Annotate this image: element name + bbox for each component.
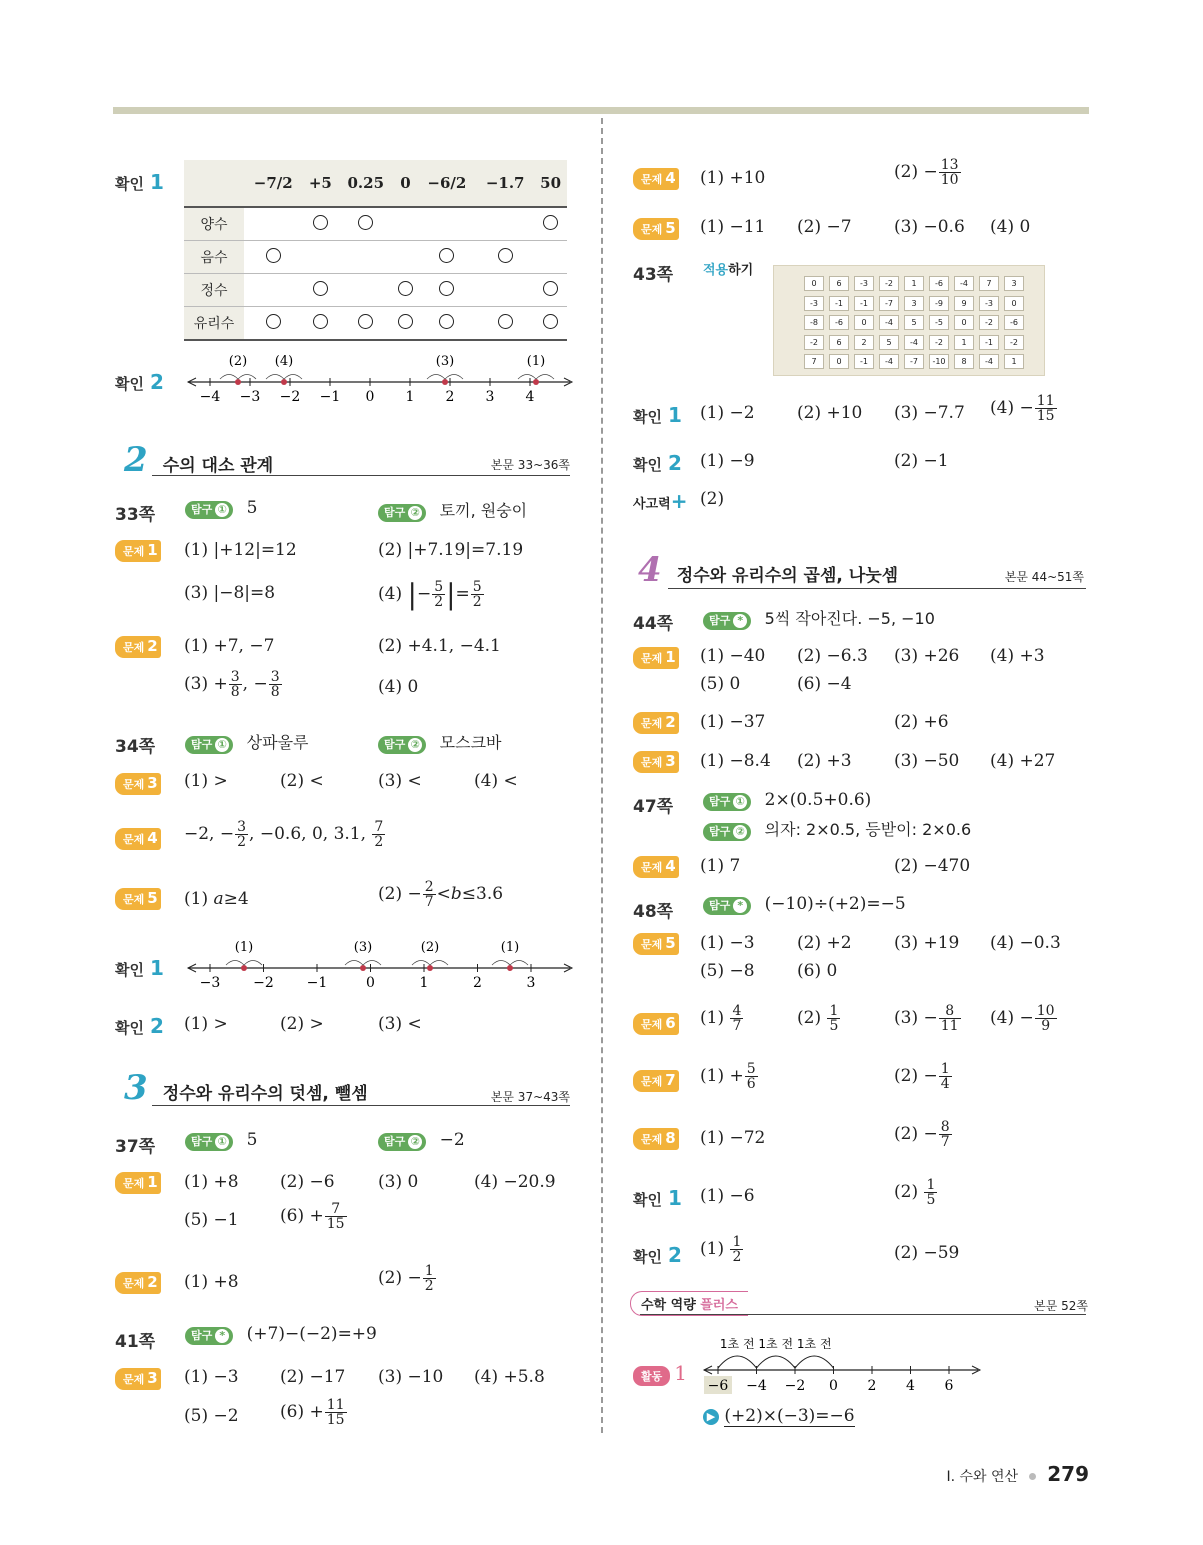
r-check2-label: 확인 2 <box>633 451 682 475</box>
q5-a1: (1) a≥4 <box>184 889 249 909</box>
maze-cell: -3 <box>979 296 999 311</box>
circle-mark <box>266 314 281 329</box>
table-header-6: 50 <box>534 160 567 207</box>
maze-cell: 3 <box>1004 276 1024 291</box>
p41-inquiry: 탐구 * (+7)−(−2)=+9 <box>185 1324 377 1345</box>
r-q5-badge: 문제 5 <box>633 218 679 240</box>
tick-label: −1 <box>319 389 341 405</box>
section-4-header: 4 정수와 유리수의 곱셈, 나눗셈 본문 44~51쪽 <box>638 550 1084 590</box>
circle-mark <box>543 281 558 296</box>
point-label: (1) <box>500 940 520 955</box>
s4q5-a3: (3) +19 <box>894 933 960 953</box>
column-divider <box>601 118 603 1433</box>
r-q5-a1: (1) −11 <box>700 217 766 237</box>
s4q1-a6: (6) −4 <box>797 674 852 694</box>
tick-label: 2 <box>473 975 482 991</box>
s3q2-a1: (1) +8 <box>184 1272 239 1292</box>
table-cell <box>393 307 417 341</box>
c1-a1: (1) −6 <box>700 1186 755 1206</box>
s4q5-a6: (6) 0 <box>797 961 838 981</box>
maze-cell: 1 <box>1004 354 1024 369</box>
thinking-answer: (2) <box>700 489 725 509</box>
table-cell <box>476 207 534 241</box>
point-dot <box>442 379 448 385</box>
maze-cell: 1 <box>904 276 924 291</box>
tick-label: −4 <box>199 389 221 405</box>
table-cell <box>302 274 338 307</box>
page-48-label: 48쪽 <box>633 902 674 922</box>
r-q5-a4: (4) 0 <box>990 217 1031 237</box>
number-line-2 <box>186 934 576 994</box>
tick-label: −2 <box>784 1378 806 1394</box>
s4q3-a4: (4) +27 <box>990 751 1056 771</box>
tick-label: 3 <box>526 975 536 991</box>
q2-a4: (4) 0 <box>378 677 419 697</box>
maze-cell: 8 <box>954 354 974 369</box>
tick-label: 0 <box>366 975 375 991</box>
c2-a1: (1) $\frac{1}{2}$ <box>700 1234 742 1265</box>
s4q5-badge: 문제 5 <box>633 933 679 955</box>
jump-arc <box>795 1356 834 1368</box>
point-dot <box>235 379 241 385</box>
r-check2b-label: 확인 2 <box>633 1243 682 1267</box>
s3q1-a4: (4) −20.9 <box>474 1172 556 1192</box>
apply-label: 적용하기 <box>703 263 754 278</box>
maze-cell: 0 <box>829 354 849 369</box>
s4q4-a1: (1) 7 <box>700 856 741 876</box>
s3q1-a2: (2) −6 <box>280 1172 335 1192</box>
r-chk1-a4: (4) − $\frac{11}{15}$ <box>990 393 1055 424</box>
maze-cell: -7 <box>904 354 924 369</box>
maze-grid <box>773 265 1045 376</box>
s3q3-a5: (5) −2 <box>184 1406 239 1426</box>
table-cell <box>534 307 567 341</box>
table-cell <box>244 241 302 274</box>
s3q1-a3: (3) 0 <box>378 1172 419 1192</box>
maze-cell: 2 <box>854 335 874 350</box>
table-header-2: 0.25 <box>338 160 393 207</box>
circle-mark <box>398 314 413 329</box>
q1-a2: (2) |+7.19|=7.19 <box>378 540 524 560</box>
circle-mark <box>398 281 413 296</box>
circle-mark <box>543 314 558 329</box>
maze-cell: 7 <box>979 276 999 291</box>
table-cell <box>418 207 476 241</box>
jump-arc <box>226 961 262 966</box>
q1-badge: 문제 1 <box>115 540 161 562</box>
s4q7-badge: 문제 7 <box>633 1070 679 1092</box>
q1-a3: (3) |−8|=8 <box>184 583 276 603</box>
maze-cell: -7 <box>879 296 899 311</box>
maze-cell: 0 <box>954 315 974 330</box>
arc-label: 1초 전 <box>758 1337 794 1351</box>
r-check1-label: 확인 1 <box>633 403 682 427</box>
tick-label: −2 <box>279 389 301 405</box>
s4q8-a2: (2) − $\frac{8}{7}$ <box>894 1119 950 1150</box>
table-cell <box>393 241 417 274</box>
section-2-header: 2 수의 대소 관계 본문 33~36쪽 <box>124 440 570 480</box>
thinking-label: 사고력+ <box>633 489 688 513</box>
jump-arc <box>345 961 381 966</box>
maze-cell: -4 <box>979 354 999 369</box>
s4q5-a1: (1) −3 <box>700 933 755 953</box>
s4q5-a5: (5) −8 <box>700 961 755 981</box>
page-34-label: 34쪽 <box>115 737 156 757</box>
jump-arc <box>266 375 302 380</box>
r-chk1-a2: (2) +10 <box>797 403 863 423</box>
circle-mark <box>358 215 373 230</box>
q5-a2: (2) − $\frac{2}{7}$ <b≤3.6 <box>378 879 504 910</box>
table-cell <box>393 274 417 307</box>
c1-a2: (2) $\frac{1}{5}$ <box>894 1177 936 1208</box>
point-label: (3) <box>353 940 373 955</box>
table-cell <box>338 274 393 307</box>
table-cell <box>534 274 567 307</box>
table-cell <box>418 241 476 274</box>
s4q6-badge: 문제 6 <box>633 1013 679 1035</box>
point-label: (1) <box>234 940 254 955</box>
number-line-1 <box>186 346 576 406</box>
tick-label: −1 <box>306 975 328 991</box>
point-dot <box>281 379 287 385</box>
s4q3-a3: (3) −50 <box>894 751 960 771</box>
chk2b-a2: (2) > <box>280 1014 324 1034</box>
p33-inquiry-1: 탐구 ① 5 <box>185 498 258 519</box>
table-cell <box>476 307 534 341</box>
point-dot <box>507 965 513 971</box>
circle-mark <box>498 248 513 263</box>
p37-inquiry-2: 탐구 ② −2 <box>378 1130 465 1151</box>
point-dot <box>427 965 433 971</box>
s3q3-a3: (3) −10 <box>378 1367 444 1387</box>
s4q4-a2: (2) −470 <box>894 856 971 876</box>
jump-arc <box>492 961 528 966</box>
r-q4-a1: (1) +10 <box>700 168 766 188</box>
tick-label: 4 <box>525 389 535 405</box>
r-q4-badge: 문제 4 <box>633 168 679 190</box>
s4q8-badge: 문제 8 <box>633 1128 679 1150</box>
s4q7-a1: (1) + $\frac{5}{6}$ <box>700 1061 756 1092</box>
table-cell <box>338 241 393 274</box>
q3-badge: 문제 3 <box>115 773 161 795</box>
s3q3-a6: (6) + $\frac{11}{15}$ <box>280 1397 345 1428</box>
s3q3-a2: (2) −17 <box>280 1367 346 1387</box>
q1-a1: (1) |+12|=12 <box>184 540 297 560</box>
q1-a4: (4) |− $\frac{5}{2}$ |= $\frac{5}{2}$ <box>378 578 482 611</box>
s3q1-a6: (6) + $\frac{7}{15}$ <box>280 1201 345 1232</box>
p44-inquiry: 탐구 * 5씩 작아진다. −5, −10 <box>703 606 935 630</box>
maze-cell: 0 <box>854 315 874 330</box>
section-4-rule <box>668 588 1086 589</box>
s4q6-a3: (3) − $\frac{8}{11}$ <box>894 1003 959 1034</box>
r-q5-a3: (3) −0.6 <box>894 217 965 237</box>
maze-cell: -4 <box>879 315 899 330</box>
s4q2-a2: (2) +6 <box>894 712 949 732</box>
maze-cell: -6 <box>829 315 849 330</box>
s4q6-a2: (2) $\frac{1}{5}$ <box>797 1003 839 1034</box>
q2-a2: (2) +4.1, −4.1 <box>378 636 501 656</box>
tick-label: −3 <box>239 389 261 405</box>
table-row-label: 양수 <box>184 207 244 241</box>
jump-arc <box>220 375 256 380</box>
check1-label: 확인 1 <box>115 170 164 194</box>
tick-label: −6 <box>707 1378 729 1394</box>
q5-badge: 문제 5 <box>115 888 161 910</box>
tick-label: 2 <box>445 389 455 405</box>
maze-cell: 1 <box>954 335 974 350</box>
s3q3-a1: (1) −3 <box>184 1367 239 1387</box>
circle-mark <box>439 248 454 263</box>
plus-ref: 본문 52쪽 <box>1034 1299 1088 1313</box>
r-q4-a2: (2) − $\frac{13}{10}$ <box>894 157 959 188</box>
table-header-5: −1.7 <box>476 160 534 207</box>
page-43-label: 43쪽 <box>633 265 674 285</box>
r-chk2-a1: (1) −9 <box>700 451 755 471</box>
maze-cell: 0 <box>1004 296 1024 311</box>
section-2-rule <box>152 475 570 476</box>
maze-cell: 5 <box>904 315 924 330</box>
table-cell <box>338 307 393 341</box>
circle-mark <box>313 215 328 230</box>
p47-inquiry-2: 탐구 ② 의자: 2×0.5, 등받이: 2×0.6 <box>703 817 971 841</box>
r-chk1-a3: (3) −7.7 <box>894 403 965 423</box>
point-dot <box>241 965 247 971</box>
maze-cell: -1 <box>854 296 874 311</box>
jump-arc <box>518 375 554 380</box>
circle-mark <box>439 314 454 329</box>
point-label: (3) <box>435 354 455 369</box>
table-row-label: 정수 <box>184 274 244 307</box>
tick-label: 1 <box>405 389 415 405</box>
circle-mark <box>358 314 373 329</box>
page-33-label: 33쪽 <box>115 505 156 525</box>
maze-cell: -2 <box>804 335 824 350</box>
table-cell <box>418 274 476 307</box>
point-label: (2) <box>228 354 248 369</box>
p37-inquiry-1: 탐구 ① 5 <box>185 1130 258 1151</box>
check2-label: 확인 2 <box>115 370 164 394</box>
s4q1-badge: 문제 1 <box>633 647 679 669</box>
section-3-rule <box>152 1105 570 1106</box>
tick-label: −2 <box>253 975 274 991</box>
page-41-label: 41쪽 <box>115 1332 156 1352</box>
s4q3-badge: 문제 3 <box>633 751 679 773</box>
maze-cell: -4 <box>904 335 924 350</box>
maze-cell: -1 <box>829 296 849 311</box>
maze-cell: 5 <box>879 335 899 350</box>
circle-mark <box>266 248 281 263</box>
tick-label: 2 <box>867 1378 877 1394</box>
maze-cell: -10 <box>929 354 949 369</box>
r-chk2-a2: (2) −1 <box>894 451 949 471</box>
maze-cell: -3 <box>804 296 824 311</box>
page-47-label: 47쪽 <box>633 797 674 817</box>
p33-inquiry-2: 탐구 ② 토끼, 원숭이 <box>378 498 527 522</box>
q3-a4: (4) < <box>474 771 518 791</box>
maze-cell: 0 <box>804 276 824 291</box>
circle-mark <box>498 314 513 329</box>
s4q5-a2: (2) +2 <box>797 933 852 953</box>
point-dot <box>360 965 366 971</box>
table-cell <box>338 207 393 241</box>
sign-table <box>184 160 567 341</box>
page-37-label: 37쪽 <box>115 1137 156 1157</box>
tick-label: −3 <box>199 975 221 991</box>
maze-cell: -2 <box>929 335 949 350</box>
maze-cell: -2 <box>979 315 999 330</box>
r-q5-a2: (2) −7 <box>797 217 852 237</box>
maze-cell: 9 <box>954 296 974 311</box>
c2-a2: (2) −59 <box>894 1243 960 1263</box>
tick-label: 1 <box>419 975 429 991</box>
arc-label: 1초 전 <box>796 1337 832 1351</box>
maze-cell: 6 <box>829 276 849 291</box>
s3q2-badge: 문제 2 <box>115 1272 161 1294</box>
s4q6-a4: (4) − $\frac{10}{9}$ <box>990 1003 1055 1034</box>
maze-cell: -3 <box>854 276 874 291</box>
s4q3-a2: (2) +3 <box>797 751 852 771</box>
top-bar <box>113 107 1089 114</box>
q4-answer: −2, − $\frac{3}{2}$ , −0.6, 0, 3.1, $\frac{7}{2}$ <box>184 819 384 850</box>
table-cell <box>418 307 476 341</box>
maze-cell: -2 <box>879 276 899 291</box>
maze-cell: -6 <box>929 276 949 291</box>
point-label: (4) <box>274 354 294 369</box>
circle-mark <box>543 215 558 230</box>
number-line-3 <box>700 1336 985 1396</box>
q4-badge: 문제 4 <box>115 828 161 850</box>
table-header-0: −7/2 <box>244 160 302 207</box>
table-header-1: +5 <box>302 160 338 207</box>
p34-inquiry-1: 탐구 ① 상파울루 <box>185 730 309 754</box>
maze-cell: 3 <box>904 296 924 311</box>
maze-cell: -8 <box>804 315 824 330</box>
s3q1-badge: 문제 1 <box>115 1172 161 1194</box>
table-cell <box>244 207 302 241</box>
s3q3-badge: 문제 3 <box>115 1368 161 1390</box>
plus-rule <box>640 1314 1086 1315</box>
plus-header: 수학 역량 플러스 <box>630 1291 748 1316</box>
s3q2-a2: (2) − $\frac{1}{2}$ <box>378 1263 434 1294</box>
s3q1-a1: (1) +8 <box>184 1172 239 1192</box>
table-row-label: 유리수 <box>184 307 244 341</box>
tick-label: 0 <box>829 1378 838 1394</box>
circle-mark <box>313 281 328 296</box>
activity-badge: 활동 1 <box>633 1361 687 1386</box>
table-cell <box>244 307 302 341</box>
section-3-header: 3 정수와 유리수의 덧셈, 뺄셈 본문 37~43쪽 <box>124 1068 570 1108</box>
s4q1-a2: (2) −6.3 <box>797 646 868 666</box>
table-cell <box>534 241 567 274</box>
q2-a1: (1) +7, −7 <box>184 636 275 656</box>
r-chk1-a1: (1) −2 <box>700 403 755 423</box>
maze-cell: -9 <box>929 296 949 311</box>
tick-label: 6 <box>944 1378 954 1394</box>
table-header-3: 0 <box>393 160 417 207</box>
table-cell <box>534 207 567 241</box>
q3-a3: (3) < <box>378 771 422 791</box>
s4q5-a4: (4) −0.3 <box>990 933 1061 953</box>
table-row-label: 음수 <box>184 241 244 274</box>
maze-cell: -4 <box>879 354 899 369</box>
maze-cell: -1 <box>979 335 999 350</box>
s4q4-badge: 문제 4 <box>633 856 679 878</box>
r-check1b-label: 확인 1 <box>633 1186 682 1210</box>
chk2b-a1: (1) > <box>184 1014 228 1034</box>
maze-cell: -2 <box>1004 335 1024 350</box>
s3q3-a4: (4) +5.8 <box>474 1367 545 1387</box>
circle-mark <box>313 314 328 329</box>
table-cell <box>476 274 534 307</box>
tick-label: 3 <box>485 389 495 405</box>
q3-a2: (2) < <box>280 771 324 791</box>
arc-label: 1초 전 <box>719 1337 755 1351</box>
s4q7-a2: (2) − $\frac{1}{4}$ <box>894 1061 950 1092</box>
circle-mark <box>439 281 454 296</box>
check2b-label: 확인 2 <box>115 1014 164 1038</box>
s3q1-a5: (5) −1 <box>184 1210 239 1230</box>
s4q1-a3: (3) +26 <box>894 646 960 666</box>
q3-a1: (1) > <box>184 771 228 791</box>
s4q1-a4: (4) +3 <box>990 646 1045 666</box>
q2-a3: (3) + $\frac{3}{8}$ , − $\frac{3}{8}$ <box>184 669 280 700</box>
maze-cell: -5 <box>929 315 949 330</box>
p34-inquiry-2: 탐구 ② 모스크바 <box>378 730 502 754</box>
s4q8-a1: (1) −72 <box>700 1128 766 1148</box>
maze-cell: -6 <box>1004 315 1024 330</box>
table-cell <box>476 241 534 274</box>
maze-cell: 7 <box>804 354 824 369</box>
check1b-label: 확인 1 <box>115 956 164 980</box>
s4q2-a1: (1) −37 <box>700 712 766 732</box>
table-cell <box>393 207 417 241</box>
maze-cell: 6 <box>829 335 849 350</box>
page-44-label: 44쪽 <box>633 614 674 634</box>
point-label: (2) <box>420 940 440 955</box>
p47-inquiry-1: 탐구 ① 2×(0.5+0.6) <box>703 790 871 811</box>
jump-arc <box>427 375 463 380</box>
tick-label: −4 <box>746 1378 767 1394</box>
s4q2-badge: 문제 2 <box>633 712 679 734</box>
point-label: (1) <box>526 354 546 369</box>
point-dot <box>533 379 539 385</box>
table-cell <box>302 307 338 341</box>
s4q6-a1: (1) $\frac{4}{7}$ <box>700 1003 742 1034</box>
s4q3-a1: (1) −8.4 <box>700 751 771 771</box>
table-cell <box>244 274 302 307</box>
p48-inquiry: 탐구 * (−10)÷(+2)=−5 <box>703 894 906 915</box>
maze-cell: -4 <box>954 276 974 291</box>
tick-label: 4 <box>906 1378 915 1394</box>
jump-arc <box>757 1356 796 1368</box>
maze-cell: -1 <box>854 354 874 369</box>
jump-arc <box>412 961 448 966</box>
jump-arc <box>718 1356 757 1368</box>
s4q1-a1: (1) −40 <box>700 646 766 666</box>
page-footer: Ⅰ. 수와 연산 279 <box>946 1462 1089 1486</box>
q2-badge: 문제 2 <box>115 636 161 658</box>
table-cell <box>302 207 338 241</box>
chk2b-a3: (3) < <box>378 1014 422 1034</box>
s4q1-a5: (5) 0 <box>700 674 741 694</box>
table-header-4: −6/2 <box>418 160 476 207</box>
table-cell <box>302 241 338 274</box>
activity-answer: ▶ (+2)×(−3)=−6 <box>703 1406 855 1426</box>
tick-label: 0 <box>365 389 375 405</box>
